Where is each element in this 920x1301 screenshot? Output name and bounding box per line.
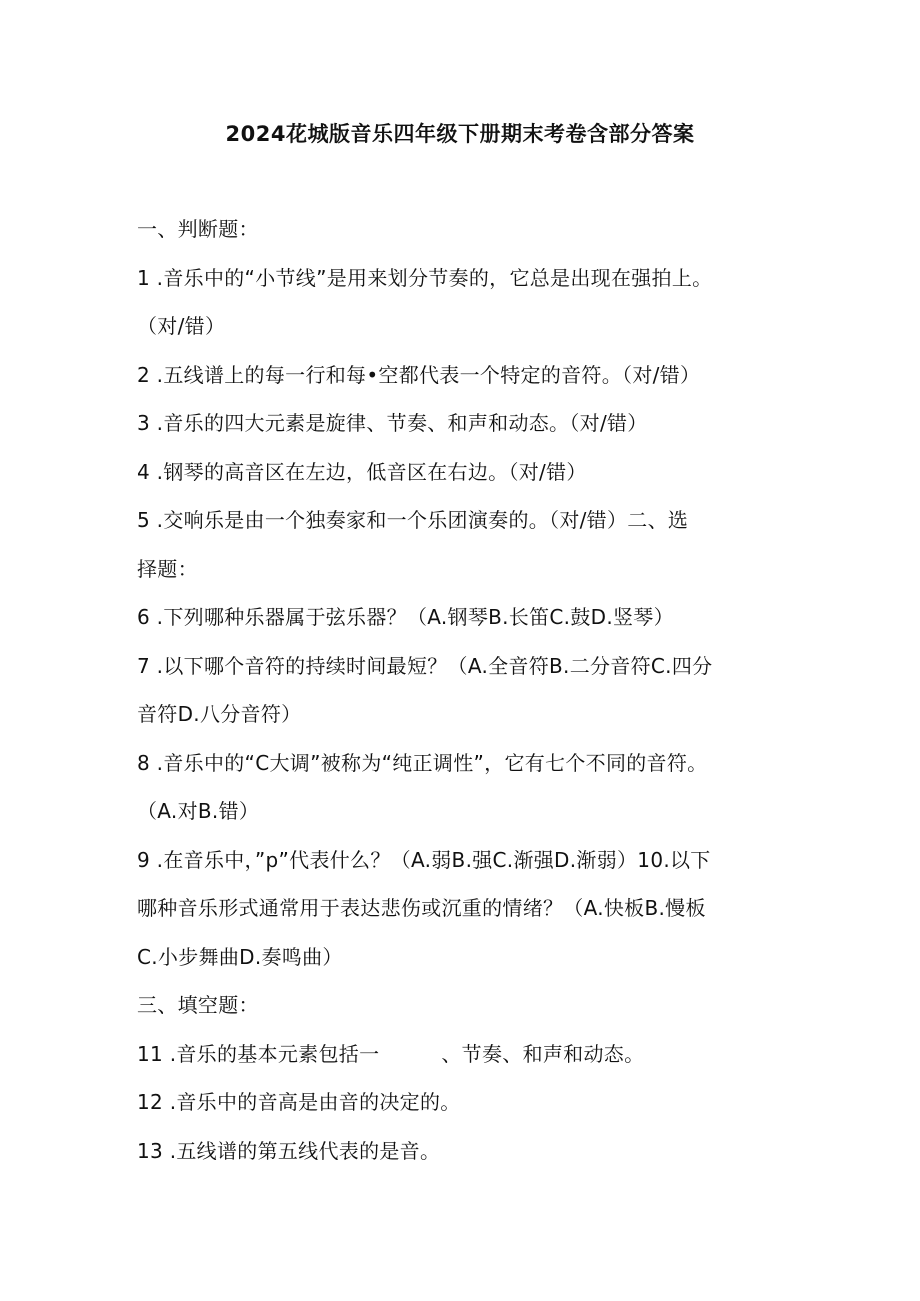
document-body — [137, 205, 792, 1175]
question-7: 7 .以下哪个音符的持续时间最短？（A.全音符B.二分音符C.四分 — [137, 653, 713, 678]
section-heading-choice-cont: 择题： — [137, 556, 198, 581]
question-3: 3 .音乐的四大元素是旋律、节奏、和声和动态。（对/错） — [137, 411, 648, 435]
question-8: 8 .音乐中的“C大调”被称为“纯正调性”，它有七个不同的音符。 — [137, 750, 708, 775]
question-5: 5 .交响乐是由一个独奏家和一个乐团演奏的。（对/错）二、选 — [137, 508, 689, 532]
question-11-part1: 11 .音乐的基本元素包括一 — [137, 1041, 380, 1066]
question-4: 4 .钢琴的高音区在左边，低音区在右边。（对/错） — [137, 459, 587, 484]
question-10-options: C.小步舞曲D.奏鸣曲） — [137, 944, 343, 969]
question-10-cont: 哪种音乐形式通常用于表达悲伤或沉重的情绪？（A.快板B.慢板 — [137, 896, 706, 920]
section-heading-fill-in: 三、填空题： — [137, 993, 259, 1017]
section-heading-true-false: 一、判断题： — [137, 217, 259, 241]
question-9: 9 .在音乐中，”p”代表什么？（A.弱B.强C.渐强D.渐弱）10.以下 — [137, 847, 711, 872]
question-1-options: （对/错） — [137, 314, 226, 338]
question-2: 2 .五线谱上的每一行和每•空都代表一个特定的音符。（对/错） — [137, 362, 701, 387]
question-1: 1 .音乐中的“小节线”是用来划分节奏的，它总是出现在强拍上。 — [137, 265, 713, 290]
question-12: 12 .音乐中的音高是由音的决定的。 — [137, 1090, 461, 1114]
document-title: 2024花城版音乐四年级下册期末考卷含部分答案 — [225, 122, 695, 146]
question-7-cont: 音符D.八分音符） — [137, 702, 302, 726]
question-13: 13 .五线谱的第五线代表的是音。 — [137, 1138, 441, 1163]
question-11 — [137, 1030, 792, 1079]
question-6: 6 .下列哪种乐器属于弦乐器？（A.钢琴B.长笛C.鼓D.竖琴） — [137, 605, 674, 629]
question-11-part2: 、节奏、和声和动态。 — [441, 1041, 645, 1066]
question-8-options: （A.对B.错） — [137, 799, 260, 823]
